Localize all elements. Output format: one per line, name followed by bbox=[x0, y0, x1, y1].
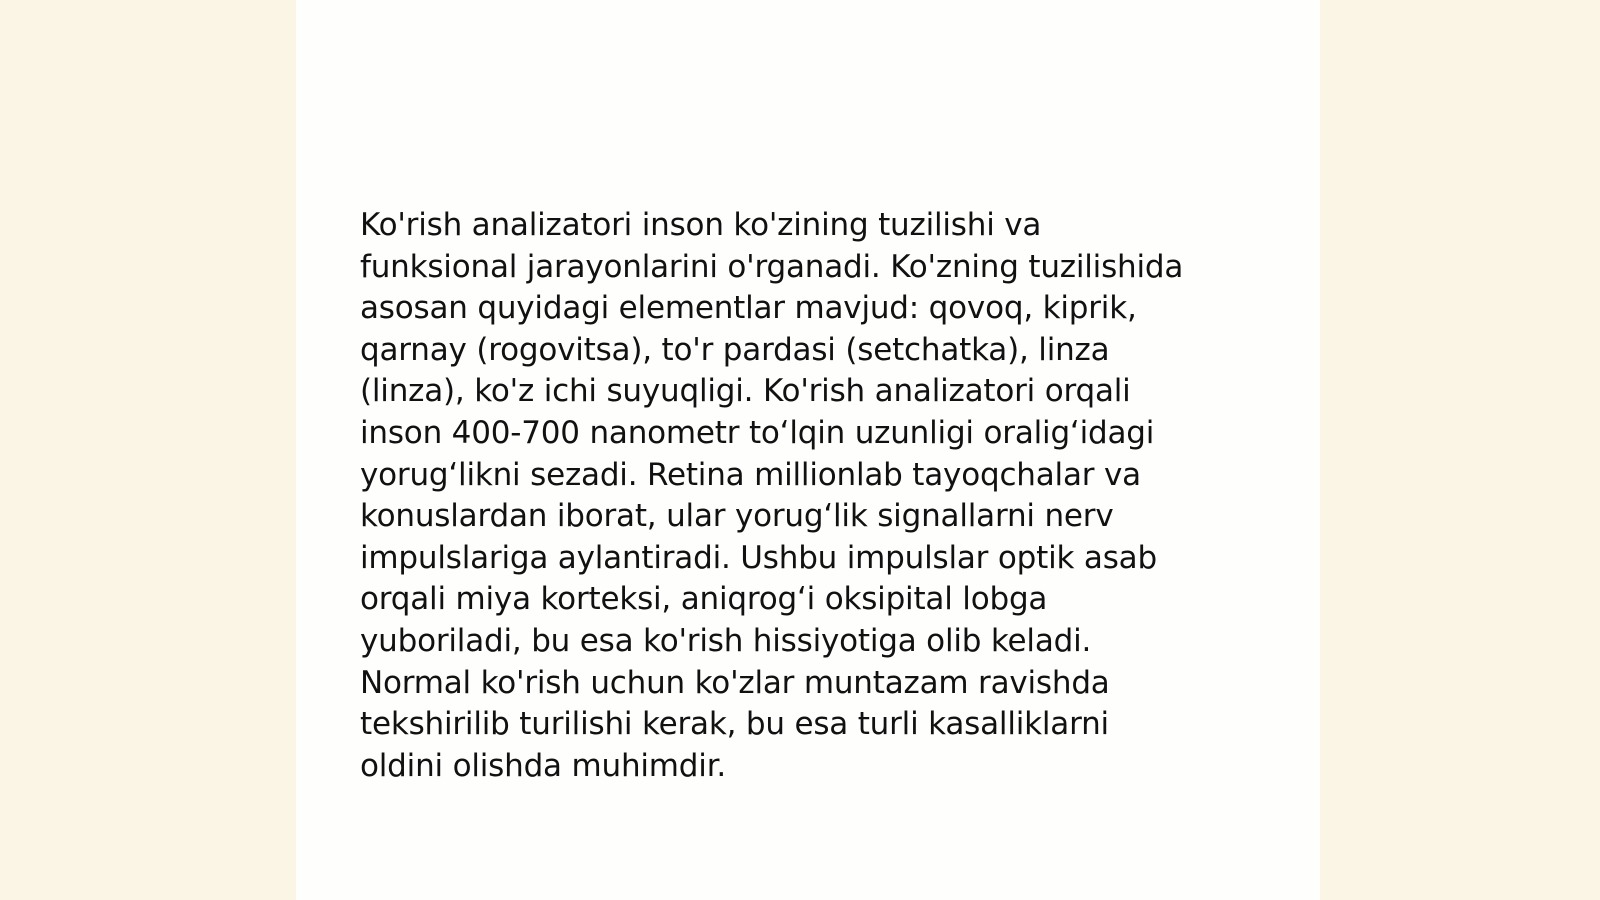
body-line: orqali miya korteksi, aniqrog‘i oksipital lobga bbox=[360, 581, 1048, 618]
body-line: konuslardan iborat, ular yorug‘lik signallarni nerv bbox=[360, 498, 1114, 535]
body-line: funksional jarayonlarini o'rganadi. Ko'zning tuzilishida bbox=[360, 248, 1184, 285]
content-panel bbox=[296, 0, 1320, 900]
body-line: impulslariga aylantiradi. Ushbu impulslar optik asab bbox=[360, 539, 1157, 576]
body-line: inson 400-700 nanometr to‘lqin uzunligi oralig‘idagi bbox=[360, 414, 1155, 451]
body-line: Ko'rish analizatori inson ko'zining tuzilishi va bbox=[360, 207, 1042, 243]
body-line: asosan quyidagi elementlar mavjud: qovoq, kiprik, bbox=[360, 290, 1137, 327]
body-line: Normal ko'rish uchun ko'zlar muntazam ravishda bbox=[360, 664, 1110, 701]
body-line: (linza), ko'z ichi suyuqligi. Ko'rish analizatori orqali bbox=[360, 373, 1131, 410]
body-line: yorug‘likni sezadi. Retina millionlab tayoqchalar va bbox=[360, 456, 1141, 493]
right-margin-background bbox=[1320, 0, 1600, 900]
body-line: oldini olishda muhimdir. bbox=[360, 747, 727, 784]
body-line: yuboriladi, bu esa ko'rish hissiyotiga olib keladi. bbox=[360, 622, 1092, 659]
body-paragraph bbox=[360, 205, 1260, 787]
left-margin-background bbox=[0, 0, 296, 900]
body-line: tekshirilib turilishi kerak, bu esa turli kasalliklarni bbox=[360, 706, 1109, 743]
body-line: qarnay (rogovitsa), to'r pardasi (setchatka), linza bbox=[360, 331, 1110, 368]
